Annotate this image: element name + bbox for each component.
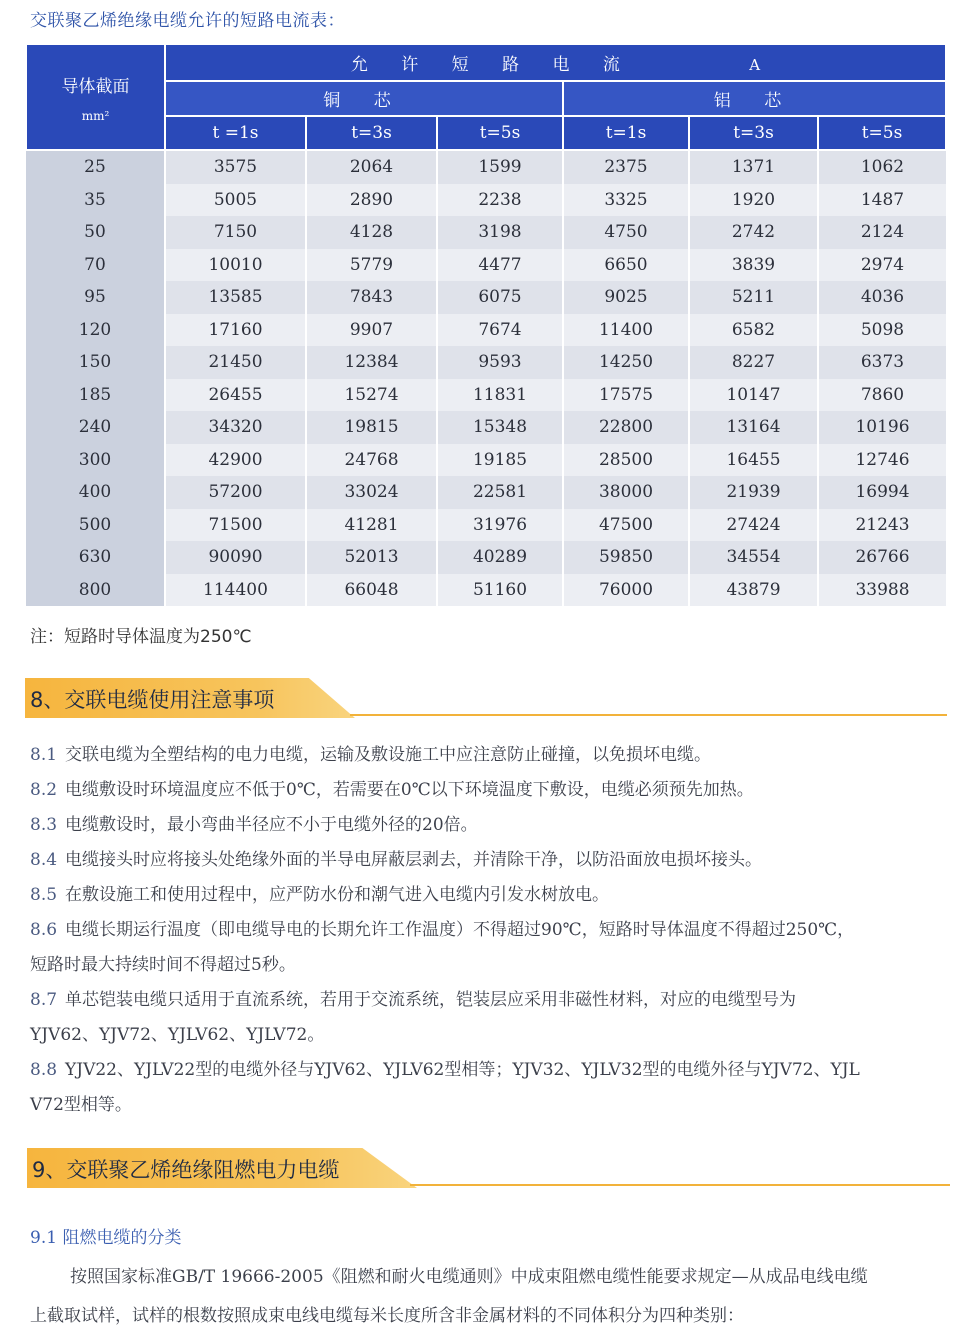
header-time-al-1s: t=1s [563, 116, 689, 150]
cross-section-cell: 95 [26, 281, 165, 314]
current-value-cell: 3198 [437, 216, 563, 249]
cross-section-cell: 185 [26, 379, 165, 412]
current-value-cell: 2375 [563, 150, 689, 184]
list-item: 8.6 电缆长期运行温度（即电缆导电的长期允许工作温度）不得超过90℃，短路时导体温度不得超过250℃， [30, 920, 855, 940]
current-value-cell: 9025 [563, 281, 689, 314]
cross-section-cell: 25 [26, 150, 165, 184]
current-value-cell: 22800 [563, 411, 689, 444]
current-value-cell: 42900 [165, 444, 306, 477]
current-value-cell: 22581 [437, 476, 563, 509]
list-item: 8.8 YJV22、YJLV22型的电缆外径与YJV62、YJLV62型相等；YJV32、YJLV32型的电缆外径与YJV72、YJL [30, 1060, 860, 1080]
current-value-cell: 19815 [306, 411, 437, 444]
table-row [26, 444, 946, 477]
current-value-cell: 6582 [689, 314, 818, 347]
current-value-cell: 3839 [689, 249, 818, 282]
section9-divider [410, 1184, 950, 1186]
section8-list [30, 738, 960, 1123]
current-value-cell: 114400 [165, 574, 306, 607]
header-time-cu-3s: t=3s [306, 116, 437, 150]
current-value-cell: 7674 [437, 314, 563, 347]
list-item-continuation: V72型相等。 [30, 1095, 132, 1115]
current-value-cell: 6650 [563, 249, 689, 282]
current-value-cell: 4128 [306, 216, 437, 249]
current-value-cell: 17160 [165, 314, 306, 347]
current-value-cell: 59850 [563, 541, 689, 574]
header-allowed-current [165, 44, 946, 81]
current-value-cell: 26766 [818, 541, 946, 574]
table-row [26, 184, 946, 217]
current-value-cell: 16994 [818, 476, 946, 509]
current-value-cell: 40289 [437, 541, 563, 574]
current-value-cell: 52013 [306, 541, 437, 574]
current-value-cell: 21450 [165, 346, 306, 379]
current-value-cell: 21243 [818, 509, 946, 542]
current-value-cell: 38000 [563, 476, 689, 509]
current-value-cell: 2064 [306, 150, 437, 184]
current-value-cell: 31976 [437, 509, 563, 542]
paragraph-line-1: 按照国家标准GB/T 19666-2005《阻燃和耐火电缆通则》中成束阻燃电缆性能要求规定—从成品电线电缆 [70, 1267, 868, 1287]
list-item: 8.3 电缆敷设时，最小弯曲半径应不小于电缆外径的20倍。 [30, 815, 478, 835]
current-value-cell: 2238 [437, 184, 563, 217]
current-value-cell: 4036 [818, 281, 946, 314]
current-value-cell: 16455 [689, 444, 818, 477]
current-value-cell: 10196 [818, 411, 946, 444]
current-value-cell: 12384 [306, 346, 437, 379]
current-value-cell: 1920 [689, 184, 818, 217]
table-row [26, 509, 946, 542]
table-row [26, 150, 946, 184]
current-value-cell: 24768 [306, 444, 437, 477]
current-value-cell: 15274 [306, 379, 437, 412]
list-item: 8.7 单芯铠装电缆只适用于直流系统，若用于交流系统，铠装层应采用非磁性材料，对应的电缆型号为 [30, 990, 797, 1010]
list-item: 8.4 电缆接头时应将接头处绝缘外面的半导电屏蔽层剥去，并清除干净，以防沿面放电损坏接头。 [30, 850, 763, 870]
current-value-cell: 1062 [818, 150, 946, 184]
current-value-cell: 7150 [165, 216, 306, 249]
current-value-cell: 9907 [306, 314, 437, 347]
current-value-cell: 3575 [165, 150, 306, 184]
current-value-cell: 19185 [437, 444, 563, 477]
list-item-continuation: 短路时最大持续时间不得超过5秒。 [30, 955, 296, 975]
paragraph-line-2: 上截取试样，试样的根数按照成束电线电缆每米长度所含非金属材料的不同体积分为四种类别： [30, 1306, 744, 1326]
current-value-cell: 13585 [165, 281, 306, 314]
list-item: 8.5 在敷设施工和使用过程中，应严防水份和潮气进入电缆内引发水树放电。 [30, 885, 610, 905]
header-time-cu-1s: t =1s [165, 116, 306, 150]
list-item: 8.2 电缆敷设时环境温度应不低于0℃，若需要在0℃以下环境温度下敷设，电缆必须预先加热。 [30, 780, 754, 800]
header-current-unit: A [749, 56, 761, 74]
current-value-cell: 4750 [563, 216, 689, 249]
current-value-cell: 2890 [306, 184, 437, 217]
table-row [26, 314, 946, 347]
current-value-cell: 33988 [818, 574, 946, 607]
table-row [26, 541, 946, 574]
current-value-cell: 1487 [818, 184, 946, 217]
current-value-cell: 3325 [563, 184, 689, 217]
header-time-al-5s: t=5s [818, 116, 946, 150]
header-time-cu-5s: t=5s [437, 116, 563, 150]
current-value-cell: 28500 [563, 444, 689, 477]
current-value-cell: 7860 [818, 379, 946, 412]
current-value-cell: 6373 [818, 346, 946, 379]
short-circuit-current-table [25, 43, 947, 606]
table-row [26, 574, 946, 607]
current-value-cell: 5211 [689, 281, 818, 314]
current-value-cell: 5005 [165, 184, 306, 217]
cross-section-cell: 70 [26, 249, 165, 282]
cross-section-cell: 240 [26, 411, 165, 444]
header-copper-label: 铜 芯 [323, 91, 405, 111]
table-row [26, 281, 946, 314]
current-value-cell: 47500 [563, 509, 689, 542]
section8-title: 8、交联电缆使用注意事项 [30, 688, 275, 712]
current-value-cell: 9593 [437, 346, 563, 379]
header-copper [165, 81, 563, 116]
header-aluminum [563, 81, 946, 116]
cross-section-cell: 50 [26, 216, 165, 249]
current-value-cell: 5098 [818, 314, 946, 347]
current-value-cell: 43879 [689, 574, 818, 607]
header-unit-label: mm² [81, 108, 110, 123]
current-value-cell: 76000 [563, 574, 689, 607]
header-current-label: 允 许 短 路 电 流 [350, 55, 634, 75]
current-value-cell: 2974 [818, 249, 946, 282]
table-row [26, 249, 946, 282]
current-value-cell: 2742 [689, 216, 818, 249]
current-value-cell: 8227 [689, 346, 818, 379]
current-value-cell: 41281 [306, 509, 437, 542]
current-value-cell: 34320 [165, 411, 306, 444]
section9-title: 9、交联聚乙烯绝缘阻燃电力电缆 [32, 1158, 340, 1182]
list-item: 8.1 交联电缆为全塑结构的电力电缆，运输及敷设施工中应注意防止碰撞，以免损坏电缆。 [30, 745, 712, 765]
cross-section-cell: 400 [26, 476, 165, 509]
current-value-cell: 26455 [165, 379, 306, 412]
cross-section-cell: 120 [26, 314, 165, 347]
current-value-cell: 2124 [818, 216, 946, 249]
table-row [26, 216, 946, 249]
table-title: 交联聚乙烯绝缘电缆允许的短路电流表： [30, 11, 345, 31]
current-value-cell: 11831 [437, 379, 563, 412]
section9-subtitle: 9.1 阻燃电缆的分类 [30, 1228, 182, 1248]
header-time-al-3s: t=3s [689, 116, 818, 150]
current-value-cell: 6075 [437, 281, 563, 314]
current-value-cell: 57200 [165, 476, 306, 509]
cross-section-cell: 630 [26, 541, 165, 574]
table-row [26, 476, 946, 509]
current-value-cell: 33024 [306, 476, 437, 509]
list-item-continuation: YJV62、YJV72、YJLV62、YJLV72。 [30, 1025, 325, 1045]
header-section-label: 导体截面 [61, 76, 130, 97]
current-value-cell: 5779 [306, 249, 437, 282]
current-value-cell: 17575 [563, 379, 689, 412]
current-value-cell: 4477 [437, 249, 563, 282]
cross-section-cell: 300 [26, 444, 165, 477]
current-value-cell: 14250 [563, 346, 689, 379]
current-value-cell: 66048 [306, 574, 437, 607]
current-value-cell: 12746 [818, 444, 946, 477]
table-row [26, 346, 946, 379]
header-aluminum-label: 铝 芯 [713, 91, 796, 111]
section9-paragraph [30, 1258, 965, 1336]
current-value-cell: 13164 [689, 411, 818, 444]
current-value-cell: 15348 [437, 411, 563, 444]
table-note: 注：短路时导体温度为250℃ [30, 627, 252, 647]
section8-divider [350, 714, 947, 716]
current-value-cell: 10010 [165, 249, 306, 282]
current-value-cell: 90090 [165, 541, 306, 574]
current-value-cell: 10147 [689, 379, 818, 412]
cross-section-cell: 800 [26, 574, 165, 607]
current-value-cell: 11400 [563, 314, 689, 347]
table-row [26, 411, 946, 444]
table-row [26, 379, 946, 412]
current-value-cell: 34554 [689, 541, 818, 574]
cross-section-cell: 500 [26, 509, 165, 542]
current-value-cell: 1599 [437, 150, 563, 184]
current-value-cell: 51160 [437, 574, 563, 607]
current-value-cell: 27424 [689, 509, 818, 542]
cross-section-cell: 150 [26, 346, 165, 379]
header-cross-section [26, 44, 165, 150]
current-value-cell: 71500 [165, 509, 306, 542]
cross-section-cell: 35 [26, 184, 165, 217]
current-value-cell: 7843 [306, 281, 437, 314]
current-value-cell: 1371 [689, 150, 818, 184]
current-value-cell: 21939 [689, 476, 818, 509]
